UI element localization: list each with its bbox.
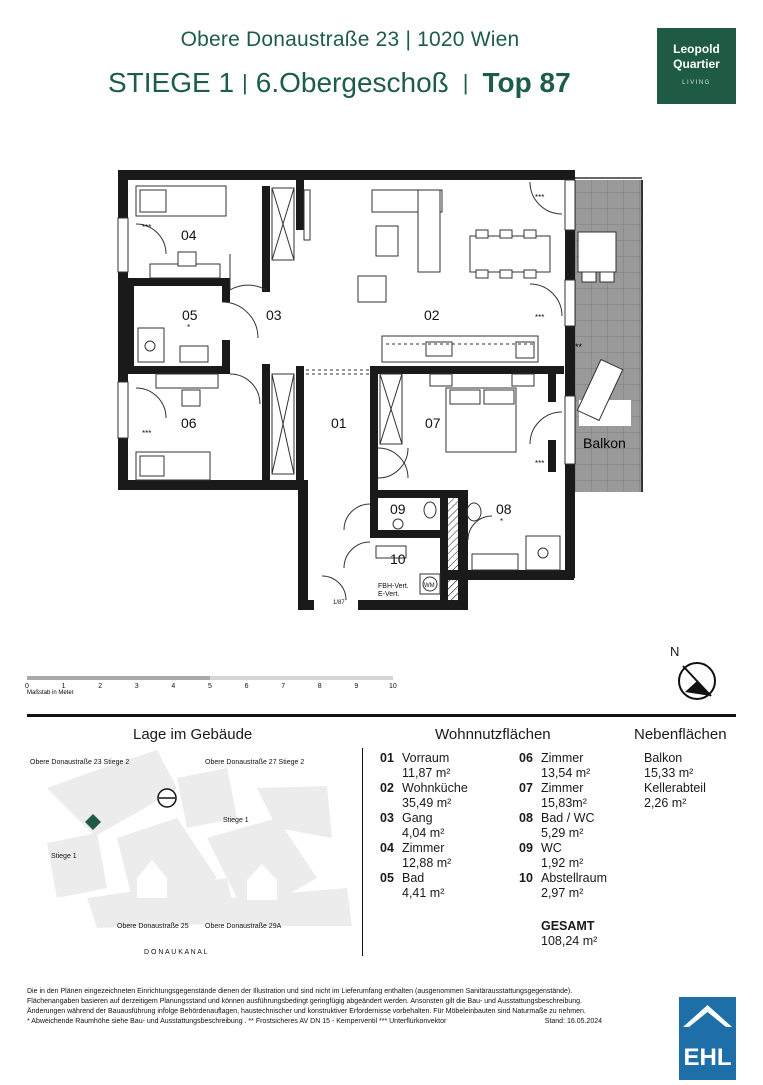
- disclaimer: [27, 987, 602, 1027]
- scale-tick: 10: [389, 683, 397, 690]
- leopold-quartier-logo: [657, 28, 736, 104]
- room-entry: [519, 841, 629, 871]
- room-num: 04: [380, 841, 394, 855]
- scale-tick: 9: [354, 683, 359, 690]
- room-area: 12,88 m²: [402, 856, 452, 870]
- room-entry: [519, 781, 629, 811]
- unit-title: [108, 67, 571, 99]
- stars-convector: ***: [535, 313, 545, 322]
- lage-label: Stiege 1: [223, 817, 249, 824]
- room-name: Wohnküche: [402, 781, 468, 795]
- ehl-logo: [679, 997, 736, 1080]
- wohn-title: Wohnnutzflächen: [435, 726, 551, 743]
- stars-convector: ***: [535, 193, 545, 202]
- room-area: 13,54 m²: [541, 766, 591, 780]
- stars-convector: ***: [535, 459, 545, 468]
- lage-label: Obere Donaustraße 29A: [205, 923, 282, 930]
- top-label: Top 87: [482, 67, 571, 98]
- wohn-col1: [380, 751, 510, 901]
- room-area: 1,92 m²: [541, 856, 584, 870]
- scale-tick: 4: [171, 683, 176, 690]
- logo-line3: LIVING: [682, 80, 711, 86]
- lage-title: Lage im Gebäude: [133, 726, 253, 743]
- site-map: [27, 748, 362, 963]
- separator: |: [462, 70, 469, 95]
- stiege-label: STIEGE 1: [108, 67, 235, 98]
- door-number: 1/87: [333, 600, 345, 606]
- room-10: 10: [390, 551, 406, 567]
- floor-label: 6.Obergeschoß: [255, 67, 449, 98]
- room-area: 4,04 m²: [402, 826, 445, 840]
- scale-tick: 5: [208, 683, 212, 690]
- room-entry: [380, 751, 510, 781]
- room-entry: [519, 811, 629, 841]
- room-name: Bad: [402, 871, 425, 885]
- scale-tick: 3: [134, 683, 139, 690]
- room-04: 04: [181, 227, 197, 243]
- neben-name: Balkon: [644, 751, 683, 765]
- lage-label: D O N A U K A N A L: [144, 949, 208, 956]
- room-num: 06: [519, 751, 533, 765]
- lage-label: Obere Donaustraße 25: [117, 923, 189, 930]
- stars-two: **: [575, 342, 583, 352]
- scale-tick: 1: [61, 683, 66, 690]
- stars-convector: ***: [142, 429, 152, 438]
- wm-label: WM: [424, 583, 435, 589]
- room-entry: [380, 871, 510, 901]
- address-line: Obere Donaustraße 23 | 1020 Wien: [180, 28, 520, 51]
- room-07: 07: [425, 415, 441, 431]
- neben-area: 15,33 m²: [644, 766, 694, 780]
- room-entry: [519, 751, 629, 781]
- room-03: 03: [266, 307, 282, 323]
- neben-name: Kellerabteil: [644, 781, 706, 795]
- room-entry: [380, 841, 510, 871]
- lage-label: Stiege 1: [51, 853, 77, 860]
- room-num: 05: [380, 871, 394, 885]
- room-area: 15,83m²: [541, 796, 587, 810]
- room-01: 01: [331, 415, 347, 431]
- scale-tick: 7: [281, 683, 286, 690]
- balcony-table: [578, 232, 616, 272]
- disclaimer-line: Die in den Plänen eingezeichneten Einrichtungsgegenstände dienen der Illustration und sind nicht im Lieferumfang enthalten (ausgenommen Sanitärausstattungsgegenstände).: [27, 988, 573, 995]
- room-name: Bad / WC: [541, 811, 595, 825]
- room-05: 05: [182, 307, 198, 323]
- column-divider: [362, 748, 363, 956]
- compass-label: N: [670, 644, 680, 659]
- room-area: 4,41 m²: [402, 886, 445, 900]
- logo-line2: Quartier: [673, 57, 720, 71]
- stars-convector: ***: [142, 223, 152, 232]
- room-06: 06: [181, 415, 197, 431]
- neben-title: Nebenflächen: [634, 726, 727, 743]
- room-name: Vorraum: [402, 751, 450, 765]
- total-value: 108,24 m²: [541, 934, 598, 948]
- room-num: 07: [519, 781, 533, 795]
- room-area: 5,29 m²: [541, 826, 584, 840]
- star-height: *: [500, 517, 504, 526]
- room-num: 09: [519, 841, 533, 855]
- ehl-text: EHL: [683, 1044, 732, 1071]
- neben-area: 2,26 m²: [644, 796, 687, 810]
- stand-date: Stand: 16.05.2024: [544, 1018, 602, 1025]
- room-name: Zimmer: [402, 841, 445, 855]
- wohn-col2: [519, 751, 629, 901]
- room-entry: [380, 781, 510, 811]
- scale-tick: 8: [317, 683, 322, 690]
- floor-plan: [0, 160, 763, 620]
- room-area: 11,87 m²: [402, 766, 451, 780]
- balkon-label: Balkon: [583, 435, 626, 451]
- section-divider: [27, 714, 736, 717]
- room-name: Abstellraum: [541, 871, 607, 885]
- lage-label: Obere Donaustraße 23 Stiege 2: [30, 759, 130, 766]
- room-area: 2,97 m²: [541, 886, 584, 900]
- room-num: 02: [380, 781, 394, 795]
- room-name: Zimmer: [541, 781, 584, 795]
- scale-tick: 6: [244, 683, 249, 690]
- room-entry: [380, 811, 510, 841]
- logo-line1: Leopold: [673, 42, 720, 56]
- disclaimer-line: Flächenangaben basieren auf derzeitigem Planungsstand und können ausführungsbedingt geringfügig abgeändert werden. Ansonsten gilt die Bau- und Ausstattungsbeschreibung.: [27, 998, 582, 1005]
- room-name: WC: [541, 841, 562, 855]
- separator: |: [242, 70, 248, 95]
- total-label: GESAMT: [541, 919, 595, 933]
- room-09: 09: [390, 501, 406, 517]
- scale-caption: Maßstab in Meter: [27, 690, 74, 696]
- room-02: 02: [424, 307, 440, 323]
- scale-tick: 2: [98, 683, 103, 690]
- room-08: 08: [496, 501, 512, 517]
- e-vert-label: E-Vert.: [378, 591, 400, 598]
- star-height: *: [187, 323, 191, 332]
- room-num: 03: [380, 811, 394, 825]
- room-area: 35,49 m²: [402, 796, 452, 810]
- neben-list: [644, 751, 706, 811]
- room-name: Gang: [402, 811, 433, 825]
- scale-bar: [24, 672, 404, 698]
- north-arrow-icon: [673, 660, 721, 702]
- total-block: [541, 919, 597, 949]
- disclaimer-line: Änderungen während der Bauausführung infolge Behördenauflagen, haustechnischer und konstruktiver Erfordernisse vorbehalten. Für Möbeleinbauten sind Naturmaße zu nehmen.: [27, 1008, 586, 1015]
- room-num: 10: [519, 871, 533, 885]
- fbh-label: FBH-Vert.: [378, 583, 409, 590]
- disclaimer-line: * Abweichende Raumhöhe siehe Bau- und Ausstattungsbeschreibung . ** Frostsicheres AV DN 15 - Kemperventil *** Unterflurkonvektor: [27, 1018, 447, 1025]
- room-name: Zimmer: [541, 751, 584, 765]
- scale-tick: 0: [25, 683, 29, 690]
- lage-label: Obere Donaustraße 27 Stiege 2: [205, 759, 305, 766]
- room-num: 08: [519, 811, 533, 825]
- room-entry: [519, 871, 629, 901]
- room-num: 01: [380, 751, 394, 765]
